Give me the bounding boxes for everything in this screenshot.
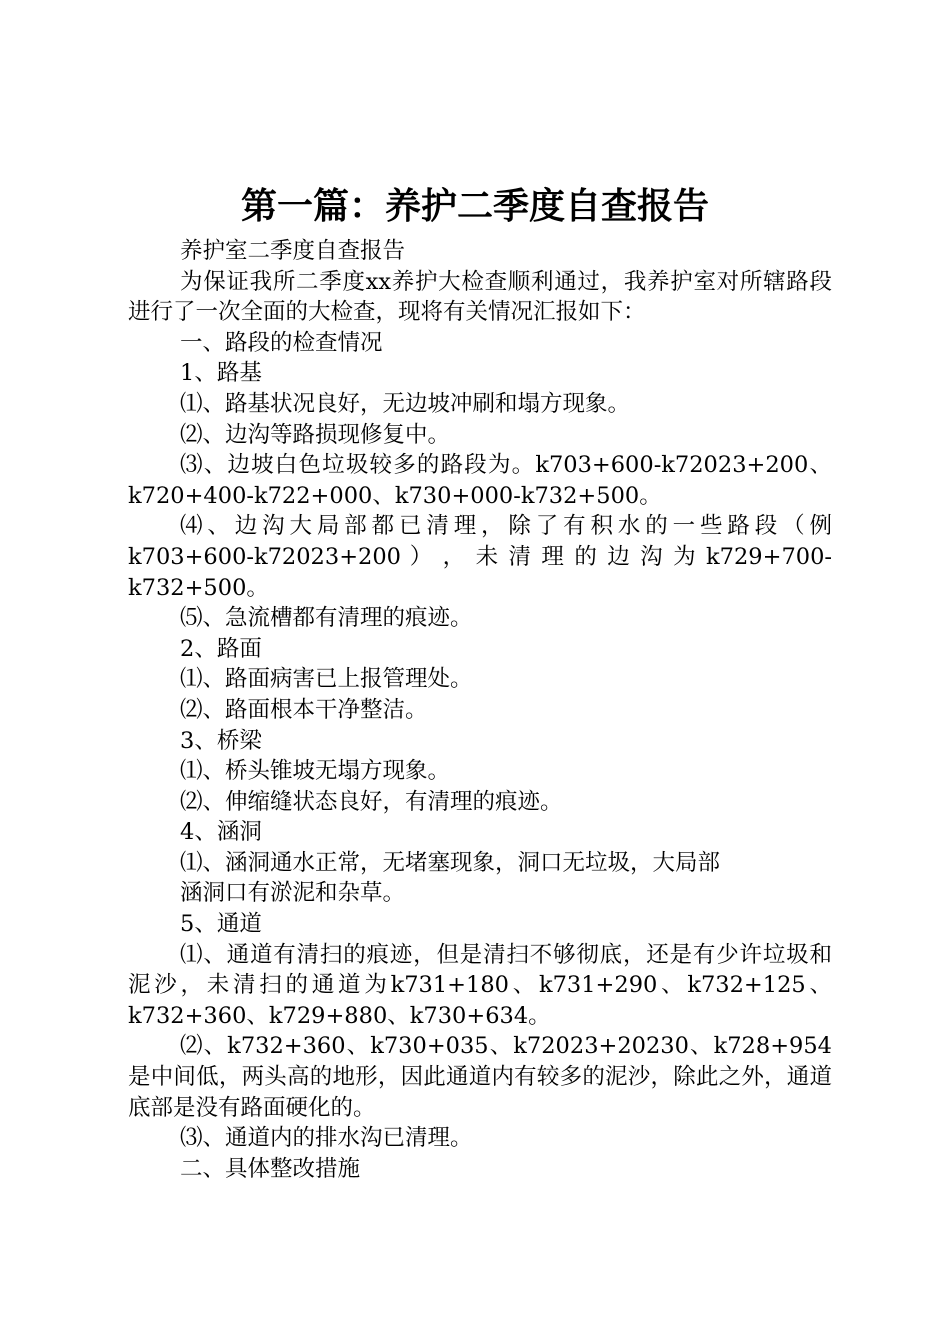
document-body xyxy=(128,236,832,1184)
subsection-heading-passage: 5、通道 xyxy=(180,911,262,938)
list-item: ⑴、路基状况良好，无边坡冲刷和塌方现象。 xyxy=(180,390,631,417)
list-item: ⑸、急流槽都有清理的痕迹。 xyxy=(180,605,473,632)
subsection-heading-pavement: 2、路面 xyxy=(180,635,262,662)
list-item: ⑶、边坡白色垃圾较多的路段为。k703+600-k72023+200、k720+400-k722+000、k730+000-k732+500。 xyxy=(128,452,832,509)
list-item: ⑴、通道有清扫的痕迹，但是清扫不够彻底，还是有少许垃圾和泥沙，未清扫的通道为k731+180、k731+290、k732+125、k732+360、k729+880、k730+634。 xyxy=(128,941,832,1029)
section-heading-measures: 二、具体整改措施 xyxy=(180,1155,361,1182)
paragraph-subtitle: 养护室二季度自查报告 xyxy=(180,238,406,264)
subsection-heading-culvert: 4、涵洞 xyxy=(180,819,262,846)
list-item: ⑴、路面病害已上报管理处。 xyxy=(180,666,473,693)
list-item: ⑴、桥头锥坡无塌方现象。 xyxy=(180,758,451,785)
list-item: ⑵、k732+360、k730+035、k72023+20230、k728+954是中间低，两头高的地形，因此通道内有较多的泥沙，除此之外，通道底部是没有路面硬化的。 xyxy=(128,1033,832,1121)
list-item: ⑶、通道内的排水沟已清理。 xyxy=(180,1125,473,1152)
list-item: ⑷、边沟大局部都已清理，除了有积水的一些路段（例k703+600-k72023+200 ） ， 未 清 理 的 边 沟 为 k729+700-k732+500。 xyxy=(128,513,832,601)
list-item: ⑵、边沟等路损现修复中。 xyxy=(180,421,451,448)
subsection-heading-roadbed: 1、路基 xyxy=(180,360,262,387)
paragraph-intro: 为保证我所二季度xx养护大检查顺利通过，我养护室对所辖路段进行了一次全面的大检查，现将有关情况汇报如下： xyxy=(128,268,832,326)
list-item-continuation: 涵洞口有淤泥和杂草。 xyxy=(180,880,406,907)
document-title: 第一篇：养护二季度自查报告 xyxy=(240,186,709,227)
list-item: ⑵、伸缩缝状态良好，有清理的痕迹。 xyxy=(180,788,563,815)
section-heading-inspection: 一、路段的检查情况 xyxy=(180,329,383,356)
list-item: ⑵、路面根本干净整洁。 xyxy=(180,696,428,723)
subsection-heading-bridge: 3、桥梁 xyxy=(180,727,262,754)
list-item: ⑴、涵洞通水正常，无堵塞现象，洞口无垃圾，大局部 xyxy=(180,849,721,876)
